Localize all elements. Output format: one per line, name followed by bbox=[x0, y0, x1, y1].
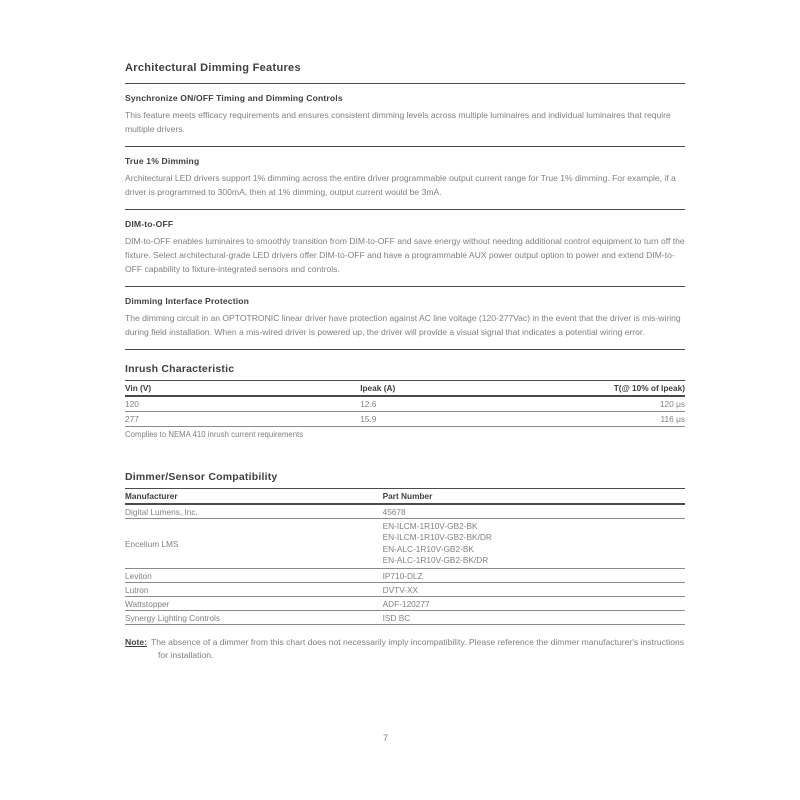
part-number-cell: ADF-120277 bbox=[383, 597, 685, 611]
table-row bbox=[125, 396, 685, 412]
manufacturer-cell: Lutron bbox=[125, 583, 383, 597]
part-number-cell: 45678 bbox=[383, 504, 685, 519]
compatibility-note bbox=[125, 636, 685, 662]
table-row bbox=[125, 569, 685, 583]
table-row bbox=[125, 412, 685, 427]
part-number-line: EN-ALC-1R10V-GB2-BK bbox=[382, 543, 474, 554]
section-dim-to-off bbox=[125, 219, 685, 287]
inrush-vin-value: 120 bbox=[125, 396, 360, 412]
compat-col-manufacturer: Manufacturer bbox=[125, 489, 383, 505]
manufacturer-cell: Digital Lumens, Inc. bbox=[125, 504, 383, 519]
compat-col-part-number: Part Number bbox=[383, 489, 685, 505]
section-dimming-interface-protection bbox=[125, 296, 685, 350]
part-number-cell: DVTV-XX bbox=[383, 583, 685, 597]
section-body: DIM-to-OFF enables luminaires to smoothly transition from DIM-to-OFF and save energy without needing additional control equipment to turn off the fixture. Select architectural-grade LED drivers offer DIM-to-OFF and have a programmable AUX power output option to power and extend DIM-to-OFF capability to fixture-integrated sensors and controls. bbox=[125, 236, 685, 274]
part-number-line: EN-ILCM-1R10V-GB2-BK/DR bbox=[382, 532, 492, 542]
part-number-cell bbox=[383, 519, 685, 569]
manufacturer-cell: Synergy Lighting Controls bbox=[125, 611, 383, 625]
section-true-1pct-dimming bbox=[125, 156, 685, 210]
page-number: 7 bbox=[383, 733, 389, 743]
section-body: This feature meets efficacy requirements and ensures consistent dimming levels across multiple luminaires and individual luminaires that require multiple drivers. bbox=[125, 110, 671, 134]
inrush-ipeak-value: 15.9 bbox=[360, 412, 584, 427]
inrush-ipeak-value: 12.6 bbox=[360, 396, 584, 412]
section-heading: Dimming Interface Protection bbox=[125, 296, 250, 306]
part-number-cell: ISD BC bbox=[383, 611, 685, 625]
table-row bbox=[125, 504, 685, 519]
inrush-time-value: 116 μs bbox=[584, 412, 685, 427]
section-heading: DIM-to-OFF bbox=[125, 219, 174, 229]
manufacturer-cell: Encelium LMS bbox=[125, 519, 383, 569]
manufacturer-cell: Leviton bbox=[125, 569, 383, 583]
table-row bbox=[125, 597, 685, 611]
section-synchronize bbox=[125, 93, 685, 147]
inrush-vin-value: 277 bbox=[125, 412, 360, 427]
page-content bbox=[125, 62, 685, 662]
inrush-table-title: Inrush Characteristic bbox=[125, 363, 235, 375]
manufacturer-cell: Wattstopper bbox=[125, 597, 383, 611]
inrush-time-value: 120 μs bbox=[584, 396, 685, 412]
page-title: Architectural Dimming Features bbox=[125, 62, 685, 84]
part-number-line: EN-ALC-1R10V-GB2-BK/DR bbox=[382, 555, 489, 565]
section-body: The dimming circuit in an OPTOTRONIC linear driver have protection against AC line voltage (120-277Vac) in the event that the driver is mis-wiring during field installation. When a mis-wired driver is powered up, the driver will provide a visual signal that indicates a potential wiring error. bbox=[125, 313, 681, 337]
section-heading: Synchronize ON/OFF Timing and Dimming Controls bbox=[125, 93, 343, 103]
table-row bbox=[125, 611, 685, 625]
inrush-header-row bbox=[125, 381, 685, 397]
part-number-cell: IP710-DLZ bbox=[383, 569, 685, 583]
inrush-footnote: Complies to NEMA 410 inrush current requirements bbox=[125, 430, 304, 439]
compatibility-table bbox=[125, 488, 685, 625]
inrush-col-ipeak: Ipeak (A) bbox=[360, 381, 584, 397]
section-heading: True 1% Dimming bbox=[125, 156, 200, 166]
part-number-line: EN-ILCM-1R10V-GB2-BK bbox=[382, 520, 478, 531]
inrush-col-time: T(@ 10% of Ipeak) bbox=[584, 381, 685, 397]
inrush-table bbox=[125, 380, 685, 427]
note-label: Note: bbox=[125, 637, 147, 647]
compatibility-header-row bbox=[125, 489, 685, 505]
table-row bbox=[125, 583, 685, 597]
section-body: Architectural LED drivers support 1% dimming across the entire driver programmable output current range for True 1% dimming. For example, if a driver is programmed to 300mA, then at 1% dimming, output current would be 3mA. bbox=[125, 173, 676, 197]
inrush-col-vin: Vin (V) bbox=[125, 381, 360, 397]
note-text: The absence of a dimmer from this chart does not necessarily imply incompatibility. Please reference the dimmer manufacturer's instructions for installation. bbox=[150, 637, 685, 660]
table-row bbox=[125, 519, 685, 569]
compatibility-table-title: Dimmer/Sensor Compatibility bbox=[125, 471, 278, 483]
